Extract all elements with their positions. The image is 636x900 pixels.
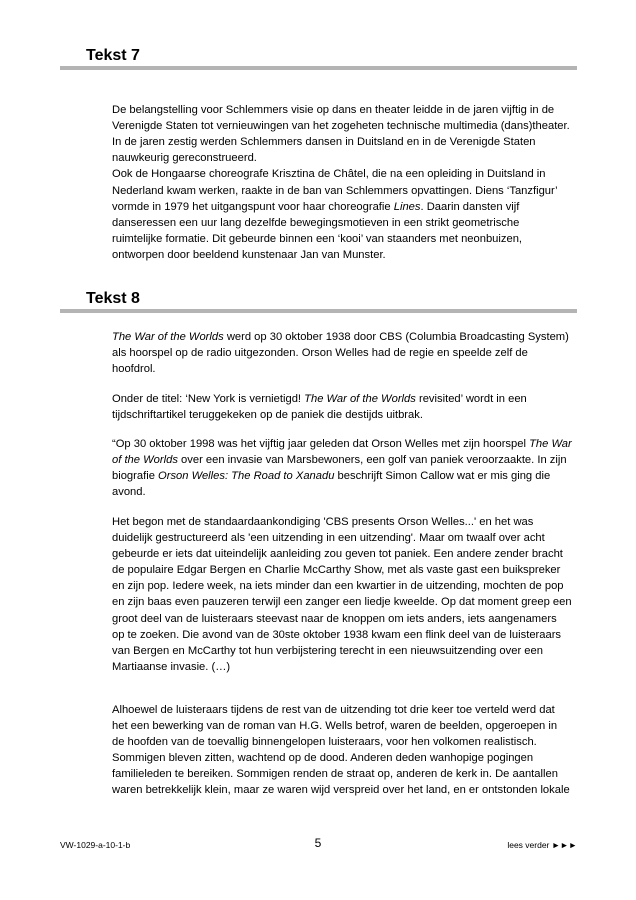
paragraph-text: beschrijft Simon Callow wat er mis ging die avond. [112,470,551,499]
tekst-7-heading: Tekst 7 [86,47,140,64]
tekst-8-paragraph-1 [112,329,572,377]
paragraph-text: over een invasie van Marsbewoners, een golf van paniek veroorzaakte. In zijn biografie [112,454,567,483]
exam-code: VW-1029-a-10-1-b [60,840,131,850]
paragraph-text: Onder de titel: ‘New York is vernietigd! [112,393,305,405]
tekst-8-paragraph-5 [112,702,572,799]
paragraph-text: werd op 30 oktober 1938 door CBS (Columbia Broadcasting System) als hoorspel op de radio uitgezonden. Orson Welles had de regie en speelde zelf de hoofdrol. [112,331,569,376]
paragraph-text: Alhoewel de luisteraars tijdens de rest van de uitzending tot drie keer toe verteld werd dat het een bewerking van de roman van H.G. Wells betrof, waren de beelden, opgeroepen in de hoofden van de toevallig binnengelopen luisteraars, voor hen volkomen realistisch. Sommigen bleven zitten, wachtend op de dood. Anderen deden wanhopige pogingen familieleden te bereiken. Sommigen renden de straat op, anderen de kerk in. De aantallen waren betrekkelijk klein, maar ze waren wijd verspreid over het land, en er ontstonden lokale [112,704,570,797]
tekst-7-sentence: . Daarin dansten vijf danseressen een uur lang dezelfde bewegingsmotieven in een strikt geometrische ruimtelijke formatie. Dit gebeurde binnen een ‘kooi’ van staanders met neonbuizen, ontworpen door beeldend kunstenaar Jan van Munster. [112,200,523,261]
tekst-7-sentence: Ook de Hongaarse choreografe Krisztina de Châtel, die na een opleiding in Duitsland in Nederland kwam werken, raakte in de ban van Schlemmers opvattingen. Diens ‘Tanzfigur’ vormde in 1979 het uitgangspunt voor haar choreografie [112,168,558,213]
tekst-7-rule [60,66,577,70]
tekst-8-heading: Tekst 8 [86,290,140,307]
paragraph-text: Het begon met de standaardaankondiging 'CBS presents Orson Welles...' en het was duidelijk gestructureerd als 'een uitzending in een uitzending'. Maar om twaalf over acht gebeurde er iets dat uiteindelijk aanleiding zou geven tot paniek. Een andere zender bracht de populaire Edgar Bergen en Charlie McCarthy Show, met als vaste gast een buikspreker en zijn pop. Iedere week, na iets minder dan een kwartier in de uitzending, mochten de pop en zijn baas even pauzeren terwijl een zanger een liedje kweelde. Op dat moment greep een groot deel van de luisteraars steevast naar de knoppen om iets anders, iets aangenamers op te zoeken. Die avond van de 30ste oktober 1938 kwam een flink deel van de luisteraars van Bergen en McCarthy tot hun verbijstering terecht in een nieuwsuitzending over een Martiaanse invasie. (…) [112,516,572,673]
title-war-of-the-worlds: The War of the Worlds [112,331,224,343]
paragraph-text: “Op 30 oktober 1998 was het vijftig jaar geleden dat Orson Welles met zijn hoorspel [112,438,530,450]
tekst-8-paragraph-2 [112,391,572,423]
tekst-8-paragraph-3 [112,436,572,500]
title-war-of-the-worlds: The War of the Worlds [112,438,572,467]
paragraph-text: revisited’ wordt in een tijdschriftartikel teruggekeken op de paniek die destijds uitbrak. [112,393,527,422]
lees-verder-link: lees verder ►►► [507,840,577,850]
page-number: 5 [314,836,322,850]
title-war-of-the-worlds: The War of the Worlds [304,393,416,405]
title-road-to-xanadu: Orson Welles: The Road to Xanadu [158,470,335,483]
tekst-7-sentence: De belangstelling voor Schlemmers visie op dans en theater leidde in de jaren vijftig in de Verenigde Staten tot vernieuwingen van het zogeheten technische multimedia (dans)theater. In de jaren zestig werden Schlemmers dansen in Duitsland en in de Verenigde Staten nauwkeurig gereconstrueerd. [112,104,570,165]
tekst-8-paragraph-4 [112,514,572,675]
tekst-7-body [112,86,572,264]
title-lines: Lines [393,200,421,213]
tekst-8-rule [60,309,577,313]
